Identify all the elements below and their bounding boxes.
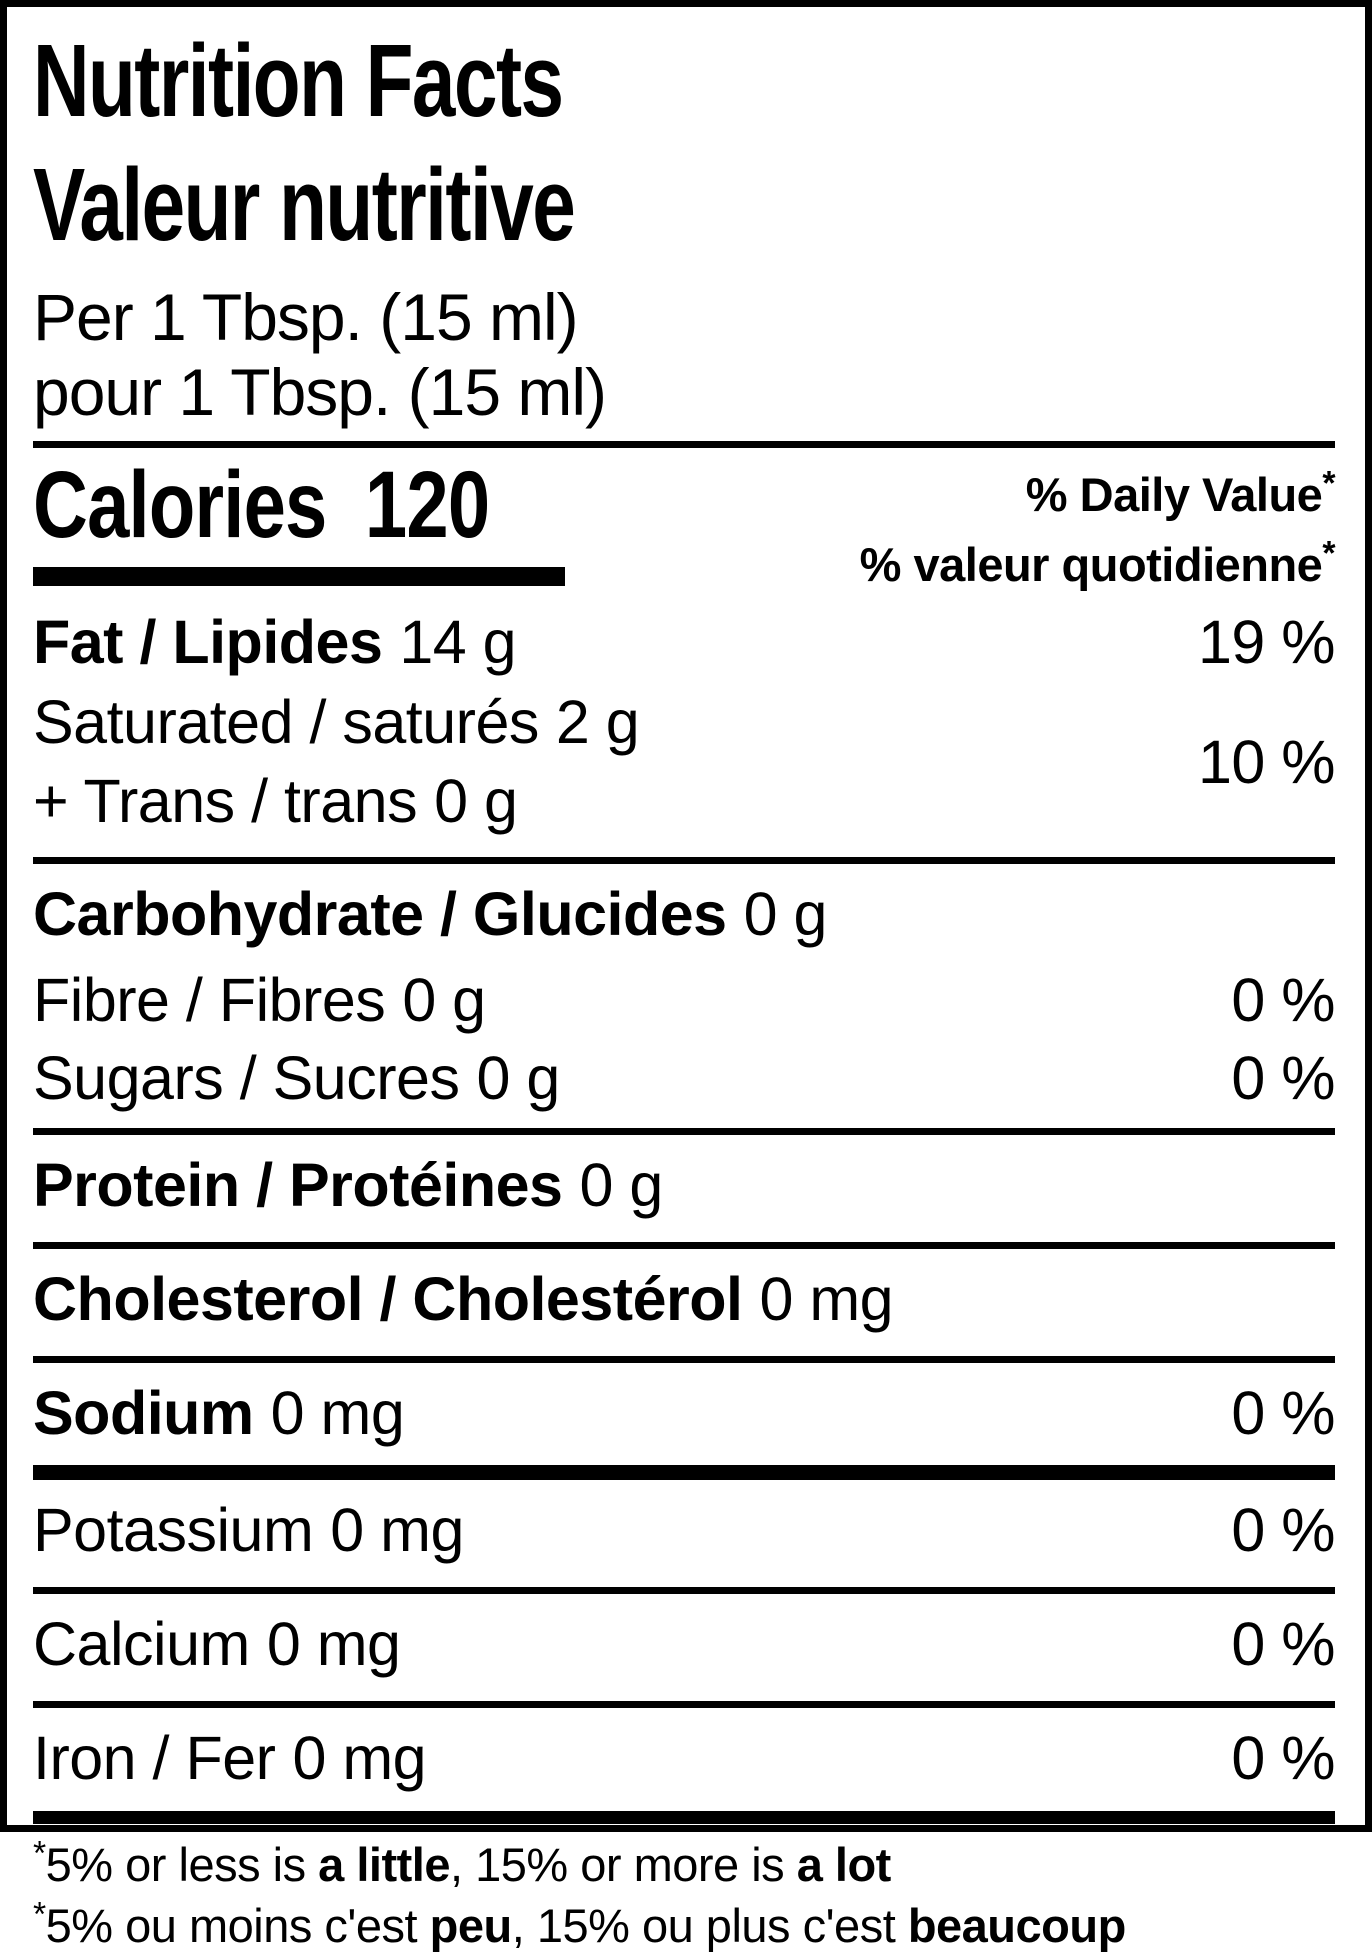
sodium-label: Sodium: [33, 1378, 254, 1447]
potassium-amount: 0 mg: [330, 1496, 464, 1565]
fibre-amount: 0 g: [402, 965, 486, 1034]
footnote-en-text-2: , 15% or more is: [449, 1837, 797, 1891]
footnote-en-text-1: 5% or less is: [45, 1837, 319, 1891]
fat-amount: 14 g: [399, 607, 517, 676]
fibre-dv-value: 0 %: [1231, 965, 1335, 1034]
footnotes: [33, 1834, 1335, 1956]
calories-underline-bar: [33, 567, 565, 586]
calories-line: [33, 451, 490, 558]
cholesterol-label: Cholesterol / Cholestérol: [33, 1264, 743, 1333]
footnote-en: [33, 1834, 1335, 1895]
footnote-en-bold-2: a lot: [796, 1837, 891, 1891]
fibre-label: Fibre / Fibres: [33, 965, 386, 1034]
daily-value-header-fr-text: % valeur quotidienne: [859, 538, 1323, 592]
sodium-dv-value: 0 %: [1231, 1378, 1335, 1447]
row-iron: [33, 1712, 1335, 1805]
divider-header: [33, 441, 1335, 448]
serving-block: [33, 280, 1335, 430]
sugars-dv-value: 0 %: [1231, 1044, 1335, 1113]
row-cholesterol: [33, 1253, 1335, 1346]
row-calcium: [33, 1598, 1335, 1691]
title-en: Nutrition Facts: [33, 23, 563, 138]
title-fr: Valeur nutritive: [33, 146, 575, 262]
saturated-amount: 2 g: [555, 688, 640, 757]
row-sugars: [33, 1039, 1335, 1118]
calories-block: [33, 451, 603, 587]
daily-value-header-fr: [860, 530, 1335, 601]
thick-divider-iron: [33, 1811, 1335, 1824]
protein-label: Protein / Protéines: [33, 1151, 563, 1220]
footnote-fr-text-1: 5% ou moins c'est: [45, 1898, 430, 1952]
carbohydrate-label: Carbohydrate / Glucides: [33, 879, 727, 948]
row-carbohydrate: [33, 868, 1335, 961]
row-potassium: [33, 1484, 1335, 1577]
trans-label: + Trans / trans: [33, 767, 418, 836]
calcium-amount: 0 mg: [266, 1610, 401, 1679]
divider-4: [33, 1356, 1335, 1363]
calories-value: 120: [364, 451, 490, 558]
divider-1: [33, 857, 1335, 864]
divider-5: [33, 1587, 1335, 1594]
sugars-amount: 0 g: [476, 1044, 560, 1113]
row-sodium: [33, 1367, 1335, 1460]
asterisk-superscript: *: [1322, 464, 1335, 502]
daily-value-header: [860, 456, 1335, 601]
iron-amount: 0 mg: [292, 1723, 427, 1792]
thick-divider-sodium: [33, 1465, 1335, 1480]
saturated-trans-group: [33, 681, 1335, 847]
serving-size-fr: pour 1 Tbsp. (15 ml): [33, 355, 607, 430]
fat-dv-value: 19 %: [1197, 607, 1335, 676]
row-trans: [33, 762, 1198, 841]
potassium-label: Potassium: [33, 1496, 314, 1565]
iron-label: Iron / Fer: [33, 1723, 276, 1792]
fat-label: Fat / Lipides: [33, 607, 383, 676]
serving-size-en: Per 1 Tbsp. (15 ml): [33, 280, 578, 355]
calories-label: Calories: [33, 451, 327, 558]
asterisk-superscript: *: [33, 1834, 46, 1872]
footnote-en-bold-1: a little: [318, 1837, 450, 1891]
footnote-fr: [33, 1895, 1335, 1956]
saturated-label: Saturated / saturés: [33, 688, 539, 757]
sodium-amount: 0 mg: [270, 1378, 405, 1447]
calcium-dv-value: 0 %: [1231, 1610, 1335, 1679]
cholesterol-amount: 0 mg: [759, 1264, 894, 1333]
asterisk-superscript: *: [33, 1895, 46, 1934]
footnote-fr-bold-1: peu: [429, 1898, 512, 1952]
protein-amount: 0 g: [579, 1151, 663, 1220]
row-saturated: [33, 683, 1198, 762]
saturated-trans-lines: [33, 683, 1198, 841]
calories-section: [33, 451, 1335, 601]
row-fat: [33, 603, 1335, 682]
calcium-label: Calcium: [33, 1610, 250, 1679]
carbohydrate-amount: 0 g: [743, 879, 827, 948]
saturated-trans-dv-value: 10 %: [1197, 728, 1335, 797]
daily-value-header-en-text: % Daily Value: [1025, 467, 1323, 521]
row-fibre: [33, 961, 1335, 1040]
daily-value-header-en: [860, 460, 1335, 531]
divider-6: [33, 1701, 1335, 1708]
footnote-fr-bold-2: beaucoup: [907, 1898, 1126, 1952]
trans-amount: 0 g: [434, 767, 518, 836]
footnote-fr-text-2: , 15% ou plus c'est: [511, 1898, 908, 1952]
row-protein: [33, 1139, 1335, 1232]
iron-dv-value: 0 %: [1231, 1723, 1335, 1792]
divider-2: [33, 1128, 1335, 1135]
sugars-label: Sugars / Sucres: [33, 1044, 460, 1113]
divider-3: [33, 1242, 1335, 1249]
asterisk-superscript: *: [1322, 534, 1335, 573]
potassium-dv-value: 0 %: [1231, 1496, 1335, 1565]
